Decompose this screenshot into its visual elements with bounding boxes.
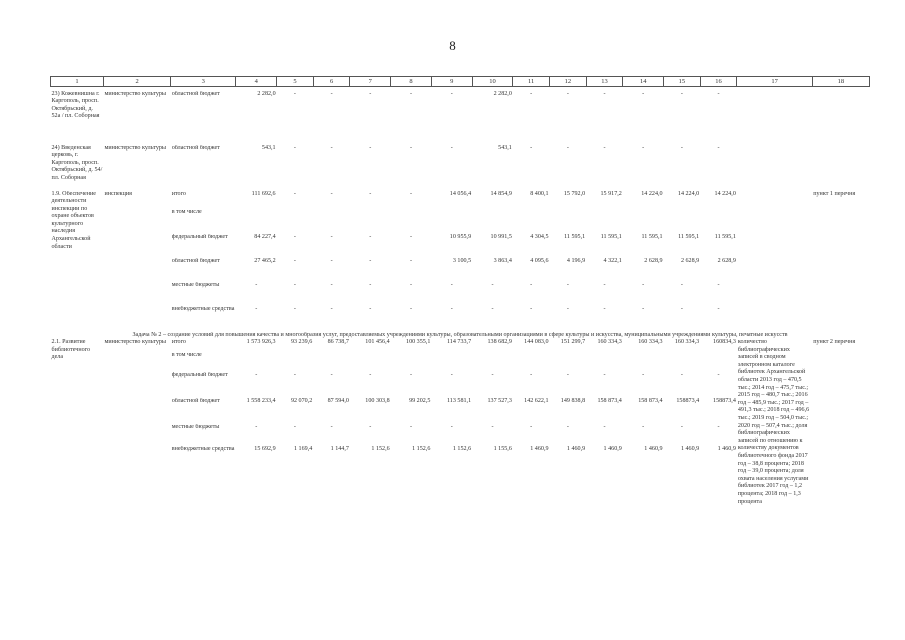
value-cell: 14 224,0 xyxy=(714,190,736,197)
column-header: 14 xyxy=(623,77,664,87)
value-cell: - xyxy=(410,233,413,240)
value-cell: 543,1 xyxy=(498,144,512,151)
value-cell: - xyxy=(642,90,645,97)
value-cell: 92 070,2 xyxy=(290,398,313,405)
table-row xyxy=(51,339,870,352)
value-cell: - xyxy=(293,424,296,431)
value-cell: 160834,3 xyxy=(713,339,736,346)
row-executor: министерство культуры xyxy=(104,339,167,346)
value-cell: - xyxy=(410,190,413,197)
value-cell: 2 628,9 xyxy=(644,257,663,264)
value-cell xyxy=(472,352,513,372)
value-cell: - xyxy=(450,305,453,312)
value-cell: - xyxy=(410,90,413,97)
value-cell: 4 322,1 xyxy=(603,257,622,264)
row-executor: министерство культуры xyxy=(104,144,167,151)
value-cell: - xyxy=(255,281,258,288)
value-cell: - xyxy=(566,372,569,379)
funding-source: внебюджетные средства xyxy=(171,305,235,312)
column-header: 6 xyxy=(313,77,350,87)
value-cell: 3 100,5 xyxy=(452,257,472,264)
value-cell: 14 056,4 xyxy=(449,190,472,197)
budget-table xyxy=(50,76,870,586)
value-cell: - xyxy=(450,144,453,151)
value-cell xyxy=(277,209,314,234)
value-cell: 11 595,1 xyxy=(641,233,663,240)
value-cell: - xyxy=(450,281,453,288)
value-cell: 142 622,1 xyxy=(524,398,549,405)
value-cell: 158 873,4 xyxy=(638,398,663,405)
value-cell: - xyxy=(566,90,569,97)
column-header: 5 xyxy=(277,77,314,87)
column-header: 15 xyxy=(664,77,701,87)
value-cell: 11 595,1 xyxy=(678,233,700,240)
value-cell xyxy=(586,352,623,372)
value-cell: 4 304,5 xyxy=(530,233,549,240)
row-executor: министерство культуры xyxy=(104,90,167,97)
value-cell: - xyxy=(680,90,683,97)
value-cell: 4 196,9 xyxy=(566,257,586,264)
value-cell: - xyxy=(369,372,372,379)
reference-cell: пункт 1 перечня xyxy=(813,190,856,197)
value-cell xyxy=(391,352,432,372)
funding-source: областной бюджет xyxy=(171,257,220,264)
value-cell: - xyxy=(603,305,606,312)
reference-cell xyxy=(812,145,869,191)
value-cell: - xyxy=(330,281,333,288)
value-cell: 1 460,9 xyxy=(717,446,736,453)
value-cell: - xyxy=(410,424,413,431)
value-cell: 10 955,9 xyxy=(449,233,472,240)
value-cell: 2 628,9 xyxy=(717,257,736,264)
value-cell: - xyxy=(330,90,333,97)
value-cell: 84 227,4 xyxy=(254,233,276,240)
value-cell: - xyxy=(717,305,720,312)
indicator-cell: количество библиографических записей в сводном электронном каталоге библиотек Архангельской области 2013 год – 470,5 тыс.; 2014 год – 475,7 тыс.; 2015 год – 480,7 тыс.; 2016 год – 485,9 тыс.; 2017 год – 491,3 тыс.; 2018 год – 496,6 тыс.; 2019 год – 504,0 тыс.; 2020 год – 507,4 тыс.; доля библиографических записей по отношению к количеству документов библиотечного фонда 2017 год – 38,8 процента; 2018 год – 39,0 процента; доля охвата населения услугами библиотек 2017 год – 1,2 процента; 2018 год – 1,3 процента xyxy=(737,339,810,505)
value-cell: - xyxy=(293,190,296,197)
funding-source: в том числе xyxy=(171,208,202,215)
value-cell: - xyxy=(717,144,720,151)
funding-source: итого xyxy=(171,339,186,346)
value-cell: 15 792,0 xyxy=(563,190,586,197)
funding-source: федеральный бюджет xyxy=(171,372,228,379)
value-cell xyxy=(236,209,277,234)
value-cell xyxy=(431,209,472,234)
value-cell: - xyxy=(680,144,683,151)
value-cell: - xyxy=(450,372,453,379)
value-cell: 2 628,9 xyxy=(680,257,700,264)
value-cell: - xyxy=(491,305,494,312)
value-cell: - xyxy=(410,372,413,379)
value-cell xyxy=(431,352,472,372)
value-cell: 1 460,9 xyxy=(644,446,663,453)
column-header: 12 xyxy=(550,77,587,87)
value-cell xyxy=(313,352,350,372)
value-cell: - xyxy=(717,90,720,97)
value-cell: - xyxy=(642,372,645,379)
value-cell: - xyxy=(603,372,606,379)
value-cell: - xyxy=(330,257,333,264)
value-cell: - xyxy=(566,424,569,431)
indicator-cell xyxy=(737,91,812,145)
value-cell: 158873,4 xyxy=(676,398,700,405)
value-cell: - xyxy=(450,90,453,97)
row-name: 24) Введенская церковь, г. Каргополь, просп. Октябрьский, д. 54/ пл. Соборная xyxy=(51,144,103,181)
value-cell xyxy=(350,352,391,372)
value-cell: - xyxy=(330,372,333,379)
value-cell: - xyxy=(530,305,533,312)
header-row xyxy=(51,77,870,87)
value-cell: 11 595,1 xyxy=(564,233,586,240)
row-executor: инспекция xyxy=(104,190,132,197)
value-cell: 14 224,0 xyxy=(641,190,663,197)
value-cell: - xyxy=(293,372,296,379)
value-cell xyxy=(623,209,664,234)
funding-source: областной бюджет xyxy=(171,398,220,405)
reference-cell xyxy=(812,91,869,145)
value-cell: 27 465,2 xyxy=(254,257,276,264)
value-cell: - xyxy=(255,305,258,312)
value-cell: 4 095,6 xyxy=(530,257,549,264)
value-cell: 149 838,8 xyxy=(560,398,586,405)
value-cell: 1 460,9 xyxy=(566,446,586,453)
value-cell: - xyxy=(603,144,606,151)
value-cell: - xyxy=(369,144,372,151)
value-cell: - xyxy=(530,90,533,97)
value-cell: 93 239,6 xyxy=(290,339,313,346)
column-header: 10 xyxy=(472,77,513,87)
value-cell: - xyxy=(680,372,683,379)
value-cell: 111 692,6 xyxy=(251,190,276,197)
value-cell: - xyxy=(369,190,372,197)
funding-source: местные бюджеты xyxy=(171,281,220,288)
value-cell: 86 738,7 xyxy=(327,339,349,346)
value-cell: - xyxy=(330,424,333,431)
value-cell xyxy=(664,209,701,234)
value-cell: 160 334,3 xyxy=(674,339,700,346)
reference-cell: пункт 2 перечня xyxy=(813,339,856,346)
value-cell: 1 152,6 xyxy=(371,446,390,453)
value-cell: - xyxy=(450,424,453,431)
value-cell xyxy=(391,209,432,234)
value-cell: - xyxy=(717,424,720,431)
value-cell: - xyxy=(369,305,372,312)
value-cell xyxy=(513,352,550,372)
table-row xyxy=(51,191,870,209)
funding-source: областной бюджет xyxy=(171,144,220,151)
value-cell: - xyxy=(717,281,720,288)
value-cell: - xyxy=(642,144,645,151)
value-cell: - xyxy=(642,424,645,431)
task-title: Задача № 2 – создание условий для повышения качества и многообразия услуг, предоставляемых учреждениями культуры, образовательными организациями в сфере культуры и искусства, муниципальными учреждениями культуры, печатные искусств xyxy=(132,331,788,338)
value-cell: - xyxy=(255,372,258,379)
value-cell: - xyxy=(410,305,413,312)
value-cell: - xyxy=(410,257,413,264)
value-cell: - xyxy=(369,90,372,97)
value-cell: - xyxy=(491,372,494,379)
column-header: 4 xyxy=(236,77,277,87)
value-cell: - xyxy=(566,144,569,151)
value-cell xyxy=(472,209,513,234)
value-cell: 1 152,6 xyxy=(452,446,472,453)
funding-source: местные бюджеты xyxy=(171,424,220,431)
table-row xyxy=(51,91,870,145)
value-cell: - xyxy=(330,233,333,240)
value-cell: 14 224,0 xyxy=(677,190,700,197)
value-cell: 11 595,1 xyxy=(600,233,622,240)
value-cell: 1 460,9 xyxy=(603,446,622,453)
value-cell: 137 527,3 xyxy=(487,398,512,405)
value-cell: - xyxy=(530,424,533,431)
value-cell xyxy=(664,352,701,372)
table-body xyxy=(51,77,870,587)
page-number: 8 xyxy=(449,38,456,53)
value-cell: - xyxy=(491,424,494,431)
value-cell: - xyxy=(293,305,296,312)
value-cell xyxy=(623,352,664,372)
value-cell: - xyxy=(642,305,645,312)
column-header: 11 xyxy=(513,77,550,87)
value-cell: - xyxy=(530,281,533,288)
value-cell: 158873,4 xyxy=(713,398,736,405)
value-cell xyxy=(550,209,587,234)
value-cell: - xyxy=(330,144,333,151)
value-cell: - xyxy=(410,144,413,151)
row-name: 2.1. Развитие библиотечного дела xyxy=(51,339,91,361)
value-cell: - xyxy=(330,305,333,312)
column-header: 3 xyxy=(171,77,236,87)
value-cell: - xyxy=(369,281,372,288)
value-cell xyxy=(277,352,314,372)
value-cell: 144 083,0 xyxy=(524,339,549,346)
value-cell: - xyxy=(293,281,296,288)
value-cell: - xyxy=(530,144,533,151)
value-cell xyxy=(313,209,350,234)
value-cell: - xyxy=(293,233,296,240)
funding-source: внебюджетные средства xyxy=(171,446,235,453)
value-cell: 160 334,3 xyxy=(597,339,622,346)
value-cell: - xyxy=(330,190,333,197)
value-cell: 99 202,5 xyxy=(409,398,431,405)
column-header: 1 xyxy=(51,77,104,87)
value-cell: - xyxy=(369,233,372,240)
value-cell: 543,1 xyxy=(261,144,276,151)
value-cell xyxy=(586,209,623,234)
value-cell: 87 594,0 xyxy=(327,398,349,405)
value-cell: - xyxy=(680,281,683,288)
value-cell: 101 456,4 xyxy=(365,339,390,346)
value-cell xyxy=(236,352,277,372)
column-header: 7 xyxy=(350,77,391,87)
value-cell: 1 144,7 xyxy=(330,446,349,453)
value-cell: 138 682,9 xyxy=(487,339,512,346)
value-cell: - xyxy=(717,372,720,379)
value-cell: 160 334,3 xyxy=(638,339,663,346)
value-cell: - xyxy=(603,424,606,431)
value-cell: - xyxy=(293,257,296,264)
column-header: 2 xyxy=(103,77,170,87)
value-cell xyxy=(700,209,737,234)
value-cell: 1 169,4 xyxy=(293,446,313,453)
funding-source: в том числе xyxy=(171,352,202,359)
value-cell: 10 991,5 xyxy=(490,233,512,240)
value-cell: 158 873,4 xyxy=(597,398,622,405)
value-cell: 1 152,6 xyxy=(412,446,431,453)
value-cell: - xyxy=(293,90,296,97)
value-cell: 8 400,1 xyxy=(530,190,549,197)
value-cell: - xyxy=(410,281,413,288)
column-header: 17 xyxy=(737,77,812,87)
value-cell: 151 299,7 xyxy=(560,339,586,346)
value-cell: - xyxy=(603,281,606,288)
value-cell: 1 573 926,3 xyxy=(246,339,276,346)
funding-source: итого xyxy=(171,190,186,197)
table-row xyxy=(51,145,870,191)
value-cell: - xyxy=(603,90,606,97)
value-cell: 100 355,1 xyxy=(406,339,431,346)
column-header: 13 xyxy=(586,77,623,87)
value-cell: 3 863,4 xyxy=(493,257,512,264)
value-cell: - xyxy=(369,257,372,264)
column-header: 18 xyxy=(812,77,869,87)
value-cell: - xyxy=(255,424,258,431)
value-cell xyxy=(350,209,391,234)
indicator-cell xyxy=(737,191,812,332)
value-cell: - xyxy=(680,424,683,431)
column-header: 9 xyxy=(431,77,472,87)
indicator-cell xyxy=(737,145,812,191)
value-cell xyxy=(550,352,587,372)
funding-source: федеральный бюджет xyxy=(171,233,228,240)
value-cell: 113 581,1 xyxy=(446,398,472,405)
task-title-row xyxy=(51,332,870,340)
value-cell: - xyxy=(530,372,533,379)
value-cell: - xyxy=(642,281,645,288)
column-header: 8 xyxy=(391,77,432,87)
row-name: 1.9. Обеспечение деятельности инспекции по охране объектов культурного наследия Архангельской области xyxy=(51,190,96,250)
value-cell xyxy=(513,209,550,234)
value-cell: 11 595,1 xyxy=(714,233,736,240)
value-cell: 100 303,8 xyxy=(365,398,390,405)
value-cell: - xyxy=(369,424,372,431)
value-cell: 2 282,0 xyxy=(493,90,512,97)
value-cell: - xyxy=(491,281,494,288)
value-cell: 1 558 233,4 xyxy=(246,398,276,405)
value-cell: - xyxy=(566,281,569,288)
row-name: 23) Кожевнишна г. Каргополь, просп. Октябрьский, д. 52а / пл. Соборная xyxy=(51,90,100,120)
value-cell: 1 460,9 xyxy=(530,446,549,453)
column-header: 16 xyxy=(700,77,737,87)
value-cell: - xyxy=(566,305,569,312)
value-cell: - xyxy=(680,305,683,312)
value-cell: 114 733,7 xyxy=(446,339,472,346)
value-cell: 2 282,0 xyxy=(257,90,276,97)
value-cell: 14 854,9 xyxy=(490,190,512,197)
value-cell: - xyxy=(293,144,296,151)
funding-source: областной бюджет xyxy=(171,90,220,97)
value-cell: 1 460,9 xyxy=(680,446,700,453)
value-cell xyxy=(700,352,737,372)
value-cell: 15 692,9 xyxy=(254,446,276,453)
value-cell: 15 917,2 xyxy=(600,190,622,197)
value-cell: 1 155,6 xyxy=(493,446,512,453)
